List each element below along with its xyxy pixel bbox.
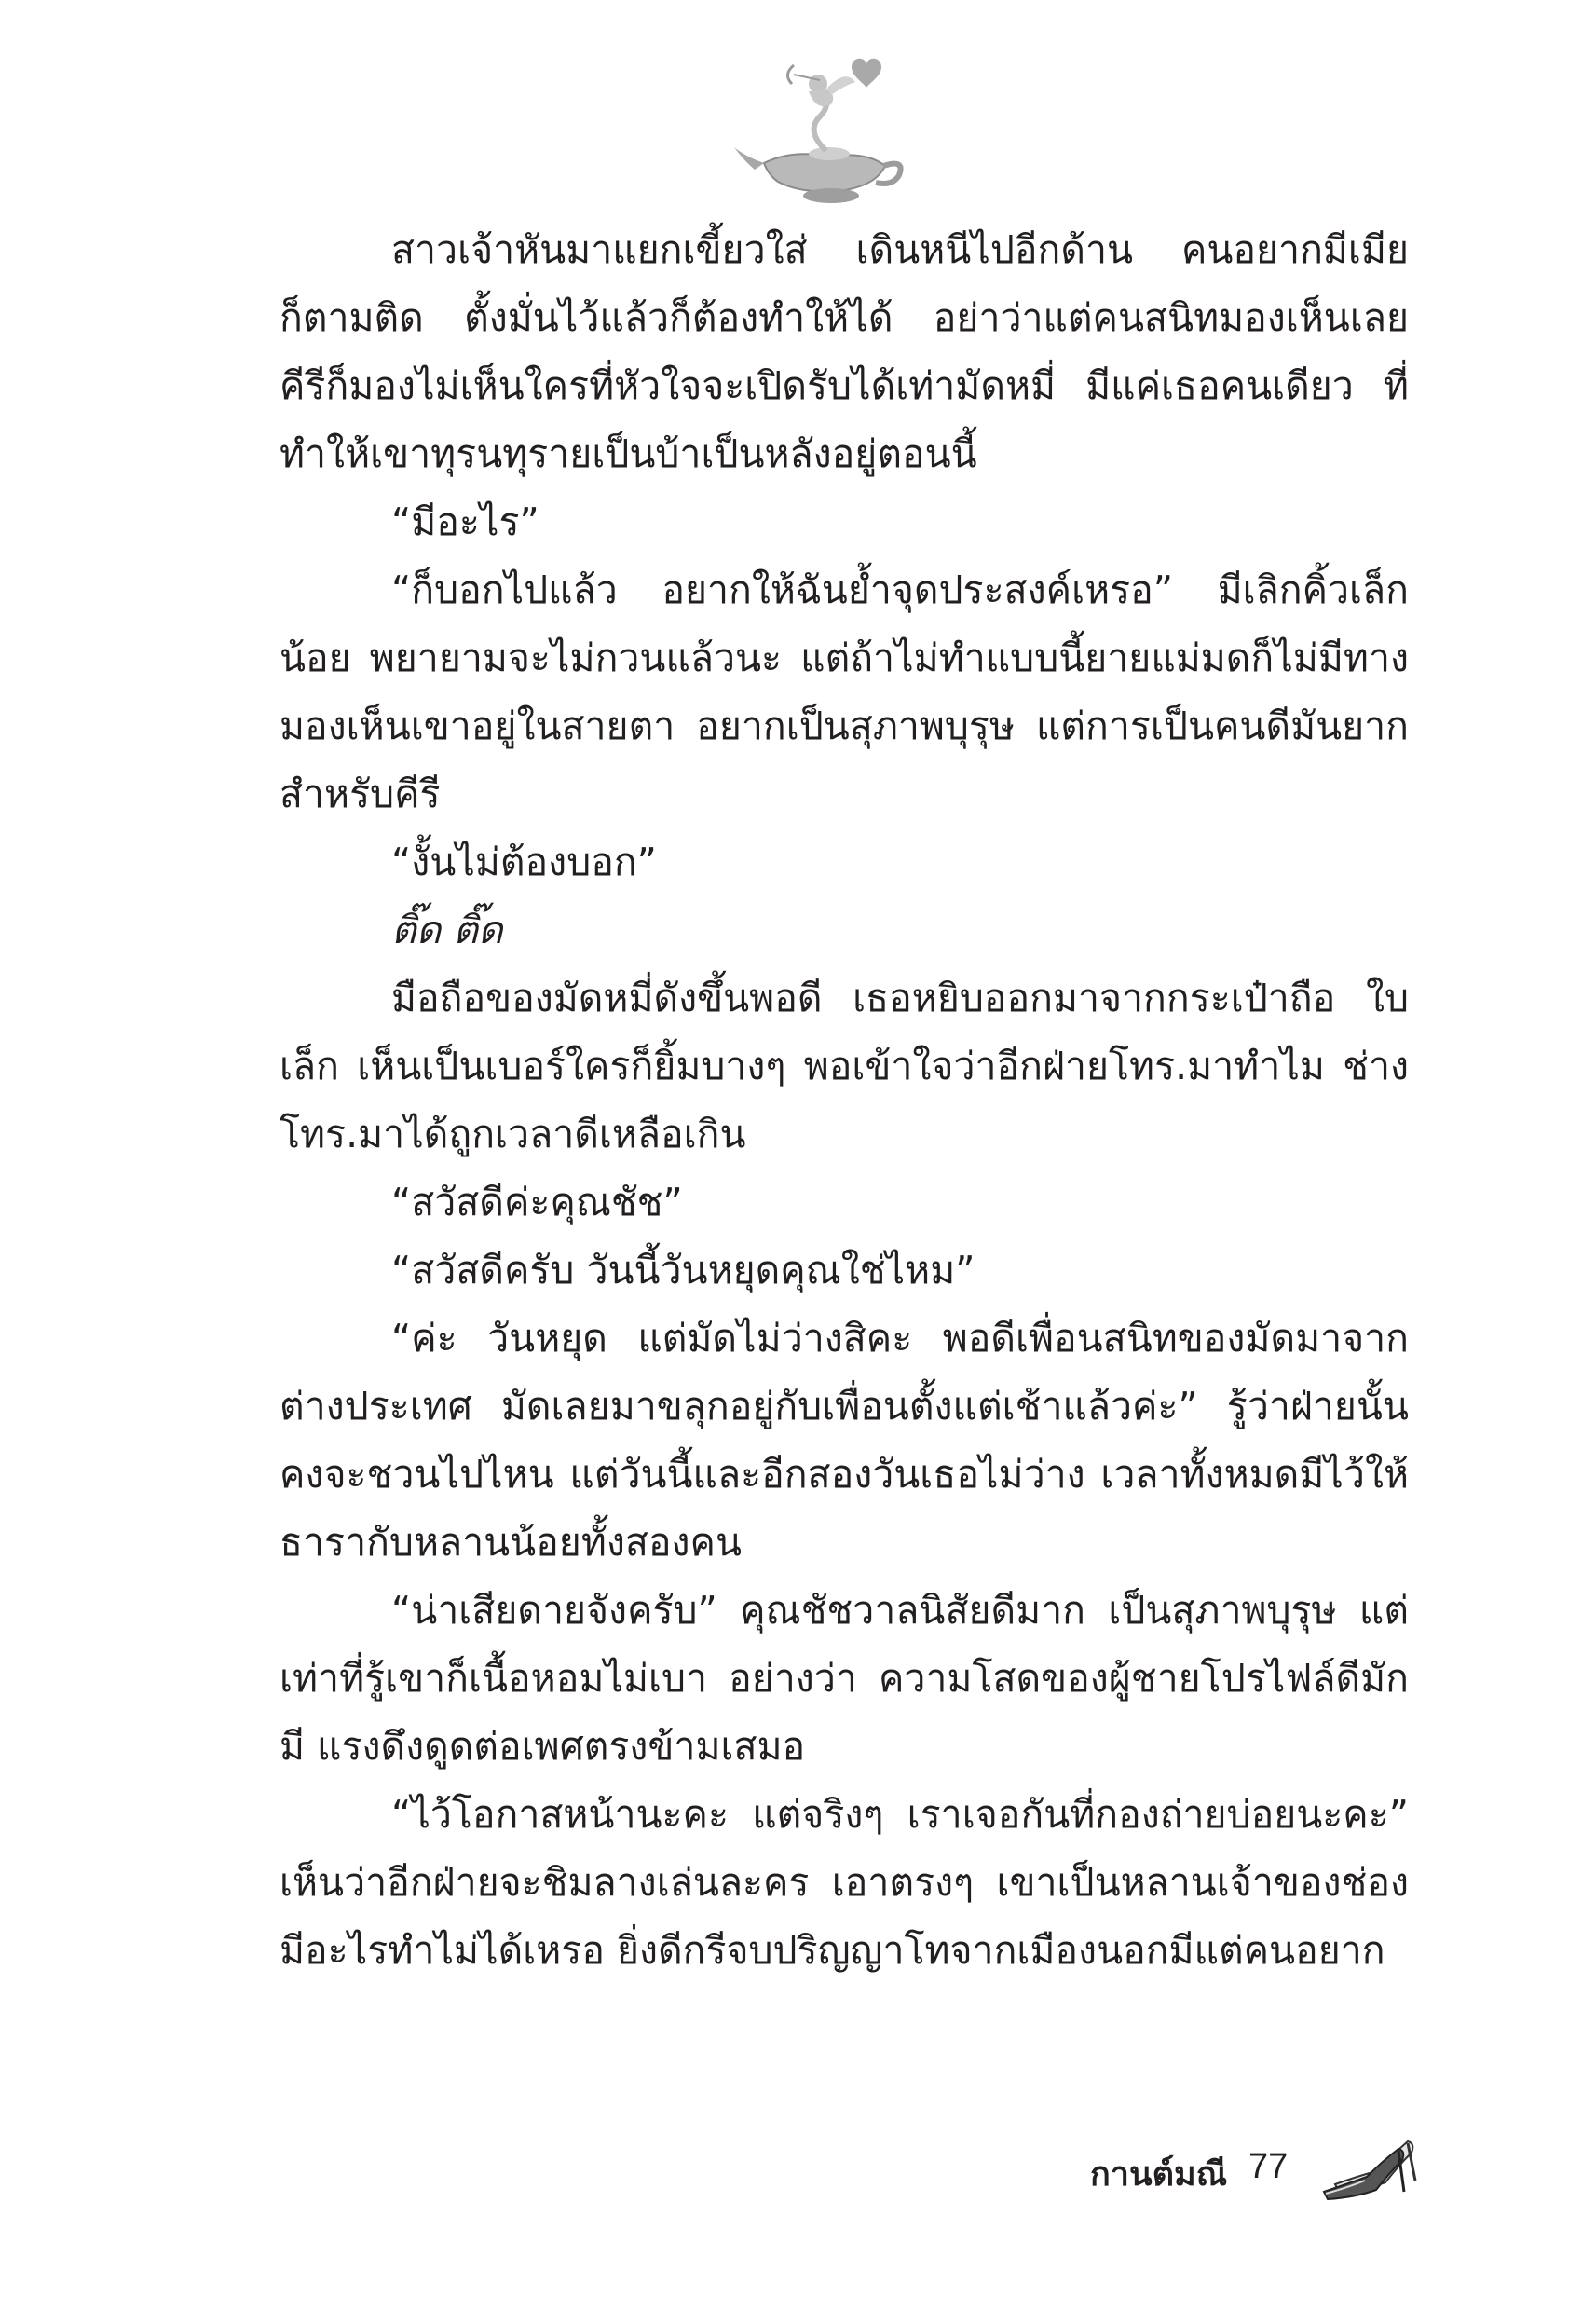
dialog-line: “มีอะไร”: [391, 499, 539, 544]
dialog-line: “สวัสดีค่ะคุณชัช”: [391, 1180, 683, 1224]
paragraph: มือถือของมัดหมี่ดังขึ้นพอดี เธอหยิบออกมาจากกระเป๋าถือ ใบเล็ก เห็นเป็นเบอร์ใครก็ยิ้มบางๆ พอเข้าใจว่าอีกฝ่ายโทร.มาทำไม ช่างโทร.มาได้ถูกเวลาดีเหลือเกิน: [280, 976, 1409, 1156]
paragraph: “น่าเสียดายจังครับ” คุณชัชวาลนิสัยดีมาก เป็นสุภาพบุรุษ แต่ เท่าที่รู้เขาก็เนื้อหอมไม่เบา อย่างว่า ความโสดของผู้ชายโปรไฟล์ดีมักมี แรงดึงดูดต่อเพศตรงข้ามเสมอ: [280, 1588, 1409, 1769]
genie-lamp-cupid-icon: [727, 47, 913, 224]
sound-effect-line: ติ๊ด ติ๊ด: [391, 908, 503, 952]
author-name: กานต์มณี: [1090, 2155, 1228, 2194]
paragraph: “ก็บอกไปแล้ว อยากให้ฉันย้ำจุดประสงค์เหรอ” มีเลิกคิ้วเล็กน้อย พยายามจะไม่กวนแล้วนะ แต่ถ้าไม่ทำแบบนี้ยายแม่มดก็ไม่มีทาง มองเห็นเขาอยู่ในสายตา อยากเป็นสุภาพบุรุษ แต่การเป็นคนดีมันยาก สำหรับคีรี: [280, 567, 1409, 816]
page-body-text: [280, 216, 1409, 1985]
paragraph: “ไว้โอกาสหน้านะคะ แต่จริงๆ เราเจอกันที่กองถ่ายบ่อยนะคะ” เห็นว่าอีกฝ่ายจะชิมลางเล่นละคร เอาตรงๆ เขาเป็นหลานเจ้าของช่อง มีอะไรทำไม่ได้เหรอ ยิ่งดีกรีจบปริญญาโทจากเมืองนอกมีแต่คนอยาก: [280, 1792, 1409, 1973]
dialog-line: “งั้นไม่ต้องบอก”: [391, 840, 657, 884]
page-number: 77: [1248, 2147, 1289, 2186]
paragraph: สาวเจ้าหันมาแยกเขี้ยวใส่ เดินหนีไปอีกด้าน คนอยากมีเมียก็ตามติด ตั้งมั่นไว้แล้วก็ต้องทำให้ได้ อย่าว่าแต่คนสนิทมองเห็นเลย คีรีก็มองไม่เห็นใครที่หัวใจจะเปิดรับได้เท่ามัดหมี่ มีแค่เธอคนเดียว ที่ทำให้เขาทุรนทุรายเป็นบ้าเป็นหลังอยู่ตอนนี้: [280, 227, 1409, 476]
high-heel-shoes-icon: [1318, 2134, 1421, 2201]
dialog-line: “สวัสดีครับ วันนี้วันหยุดคุณใช่ไหม”: [391, 1248, 975, 1292]
paragraph: “ค่ะ วันหยุด แต่มัดไม่ว่างสิคะ พอดีเพื่อนสนิทของมัดมาจาก ต่างประเทศ มัดเลยมาขลุกอยู่กับเพื่อนตั้งแต่เช้าแล้วค่ะ” รู้ว่าฝ่ายนั้น คงจะชวนไปไหน แต่วันนี้และอีกสองวันเธอไม่ว่าง เวลาทั้งหมดมีไว้ให้ ธารากับหลานน้อยทั้งสองคน: [280, 1316, 1409, 1565]
page-footer: [1090, 2134, 1463, 2208]
